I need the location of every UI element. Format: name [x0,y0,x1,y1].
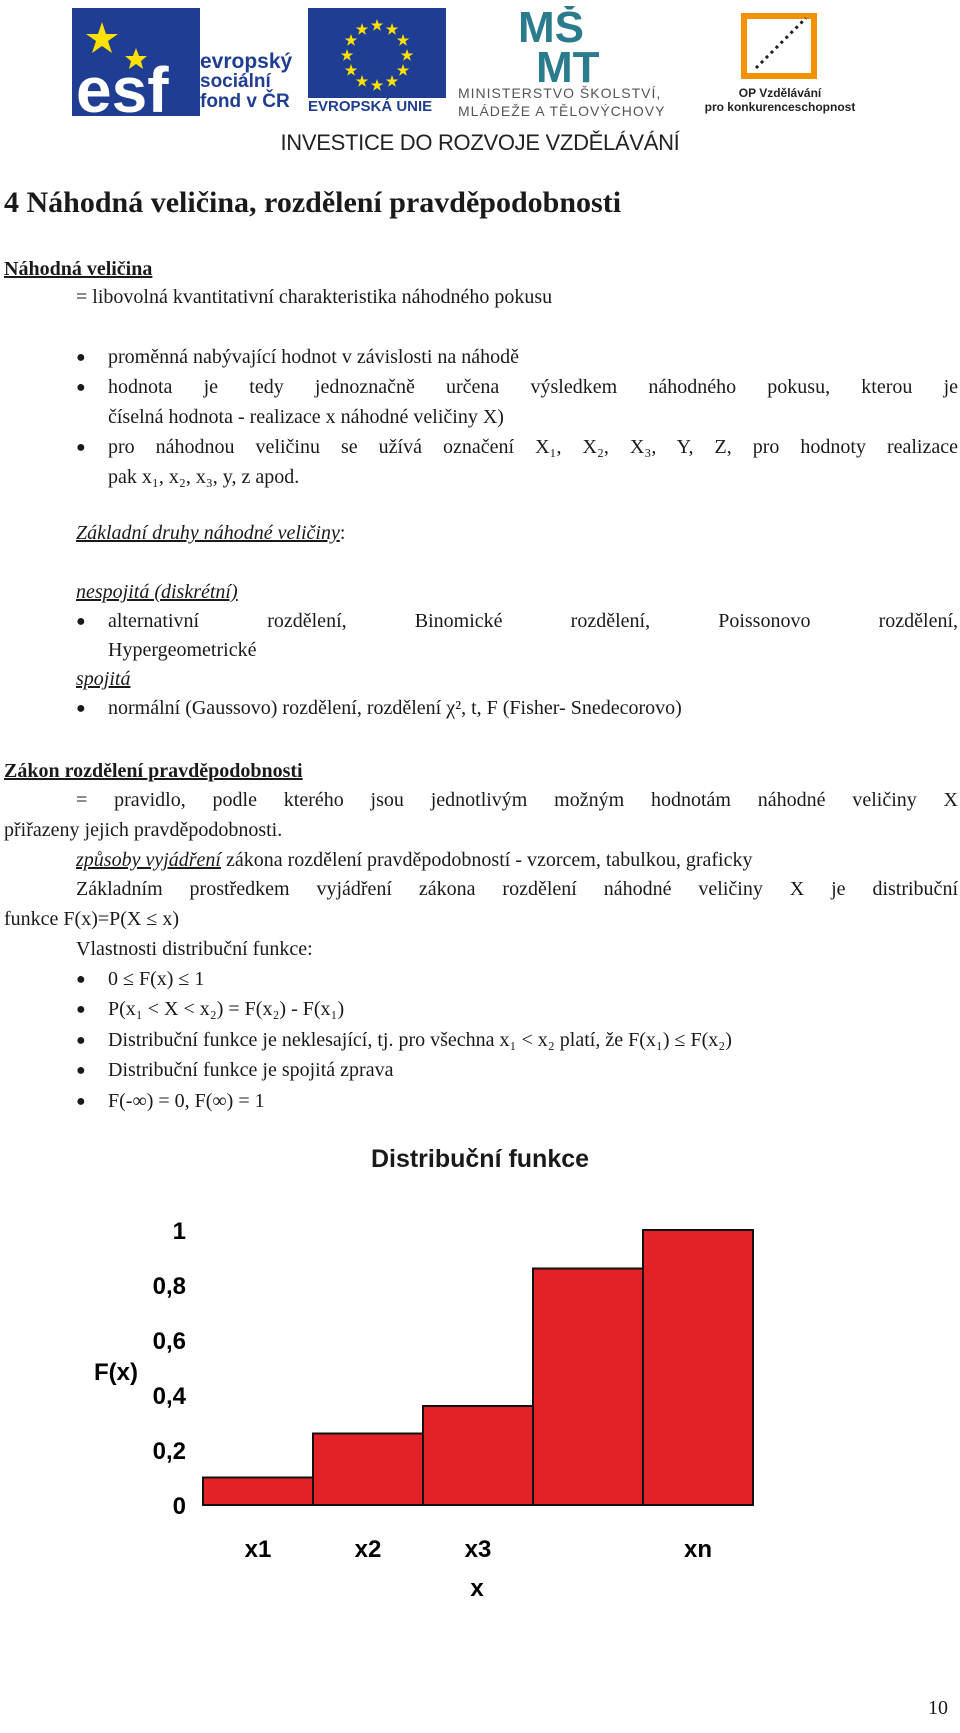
property-item: Distribuční funkce je spojitá zprava [108,1059,394,1081]
list-item: hodnota je tedy jednoznačně určena výsledkem náhodného pokusu, kterou je [108,376,958,398]
bullet-icon: ● [76,349,86,366]
continuous-label: spojitá [76,668,131,690]
svg-text:esf: esf [76,54,169,116]
property-item: F(-∞) = 0, F(∞) = 1 [108,1090,265,1112]
distribution-law-definition: = pravidlo, podle kterého jsou jednotlivým možným hodnotám náhodné veličiny X [76,789,958,811]
list-item-cont: číselná hodnota - realizace x náhodné veličiny X) [108,406,504,428]
chart-title: Distribuční funkce [370,1145,590,1173]
svg-text:★: ★ [344,62,358,78]
section-heading-distribution-law: Zákon rozdělení pravděpodobnosti [4,760,303,782]
chart-bar [643,1230,753,1505]
svg-text:★: ★ [370,77,384,93]
list-item: normální (Gaussovo) rozdělení, rozdělení χ², t, F (Fisher- Snedecorovo) [108,697,682,719]
distribution-chart [0,1190,960,1610]
section-heading-kinds [76,518,345,548]
chart-x-tick-label: x3 [464,1536,492,1563]
distribution-law-definition-cont: přiřazeny jejich pravděpodobnosti. [4,819,283,841]
eu-flag [308,8,446,98]
esf-line3: fond v ČR [200,91,290,112]
properties-label: Vlastnosti distribuční funkce: [76,938,313,960]
svg-text:★: ★ [396,32,410,48]
esf-logo [72,8,200,116]
chart-bar [203,1478,313,1506]
svg-text:★: ★ [355,73,369,89]
eu-label: EVROPSKÁ UNIE [308,98,433,115]
chart-y-tick-label: 0,4 [152,1383,186,1410]
section-heading-random-variable: Náhodná veličina [4,258,153,280]
chart-y-tick-label: 0,2 [152,1438,186,1465]
bullet-icon: ● [76,700,86,717]
bullet-icon: ● [76,613,86,630]
msmt-line1: MINISTERSTVO ŠKOLSTVÍ, [458,85,662,101]
svg-text:★: ★ [344,32,358,48]
svg-text:★: ★ [400,47,414,63]
svg-text:★: ★ [355,21,369,37]
svg-text:★: ★ [396,62,410,78]
ways-line [76,845,752,875]
chart-x-tick-label: xn [683,1536,713,1563]
ways-rest: zákona rozdělení pravděpodobností - vzorcem, tabulkou, graficky [220,849,753,871]
discrete-label: nespojitá (diskrétní) [76,581,238,603]
page-title: 4 Náhodná veličina, rozdělení pravděpodobnosti [4,186,622,219]
page-number: 10 [928,1697,948,1719]
property-item: Distribuční funkce je neklesající, tj. pro všechna x₁ < x₂ platí, že F(x₁) ≤ F(x₂) [108,1029,732,1051]
svg-text:MT: MT [536,43,600,84]
msmt-logo [516,6,636,84]
chart-y-tick-label: 0,6 [152,1328,186,1355]
property-item: 0 ≤ F(x) ≤ 1 [108,968,205,990]
esf-line2: sociální [200,71,271,92]
investice-banner: INVESTICE DO ROZVOJE VZDĚLÁVÁNÍ [280,130,680,155]
bullet-icon: ● [76,971,86,988]
list-item: alternativní rozdělení, Binomické rozdělení, Poissonovo rozdělení, [108,610,958,632]
chart-x-tick-label: x1 [244,1536,272,1563]
svg-text:★: ★ [385,21,399,37]
svg-text:★: ★ [340,47,354,63]
list-item: proměnná nabývající hodnot v závislosti na náhodě [108,346,520,368]
svg-text:★: ★ [385,73,399,89]
chart-ylabel: F(x) [94,1359,138,1386]
basic-tool-line-cont: funkce F(x)=P(X ≤ x) [4,908,179,930]
svg-text:MŠ: MŠ [518,6,584,52]
bullet-icon: ● [76,1032,86,1049]
esf-text [200,52,292,112]
list-item: pro náhodnou veličinu se užívá označení X₁, X₂, X₃, Y, Z, pro hodnoty realizace [108,436,958,458]
chart-bar [313,1434,423,1506]
list-item-cont: pak x₁, x₂, x₃, y, z apod. [108,466,300,488]
chart-bar [533,1269,643,1506]
chart-xlabel: x [470,1575,484,1602]
op-line2: pro konkurenceschopnost [704,100,856,114]
chart-y-tick-label: 1 [172,1218,186,1245]
basic-tool-line: Základním prostředkem vyjádření zákona rozdělení náhodné veličiny X je distribuční [76,878,958,900]
msmt-line2: MLÁDEŽE A TĚLOVÝCHOVY [458,103,666,119]
random-variable-definition: = libovolná kvantitativní charakteristika náhodného pokusu [76,286,553,308]
bullet-icon: ● [76,1001,86,1018]
ways-label: způsoby vyjádření [76,849,221,871]
bullet-icon: ● [76,379,86,396]
list-item-cont: Hypergeometrické [108,639,257,661]
op-logo [736,6,826,84]
chart-bar [423,1406,533,1505]
svg-text:★: ★ [370,17,384,33]
chart-x-tick-label: x2 [354,1536,382,1563]
kinds-heading-text: Základní druhy náhodné veličiny [76,522,340,544]
op-line1: OP Vzdělávání [738,86,822,100]
bullet-icon: ● [76,439,86,456]
chart-y-tick-label: 0,8 [152,1273,186,1300]
esf-line1: evropský [200,50,293,73]
kinds-heading-colon: : [339,522,346,544]
bullet-icon: ● [76,1093,86,1110]
bullet-icon: ● [76,1062,86,1079]
property-item: P(x₁ < X < x₂) = F(x₂) - F(x₁) [108,998,345,1020]
op-text [700,86,860,114]
msmt-text [458,84,665,120]
chart-y-tick-label: 0 [172,1493,186,1520]
